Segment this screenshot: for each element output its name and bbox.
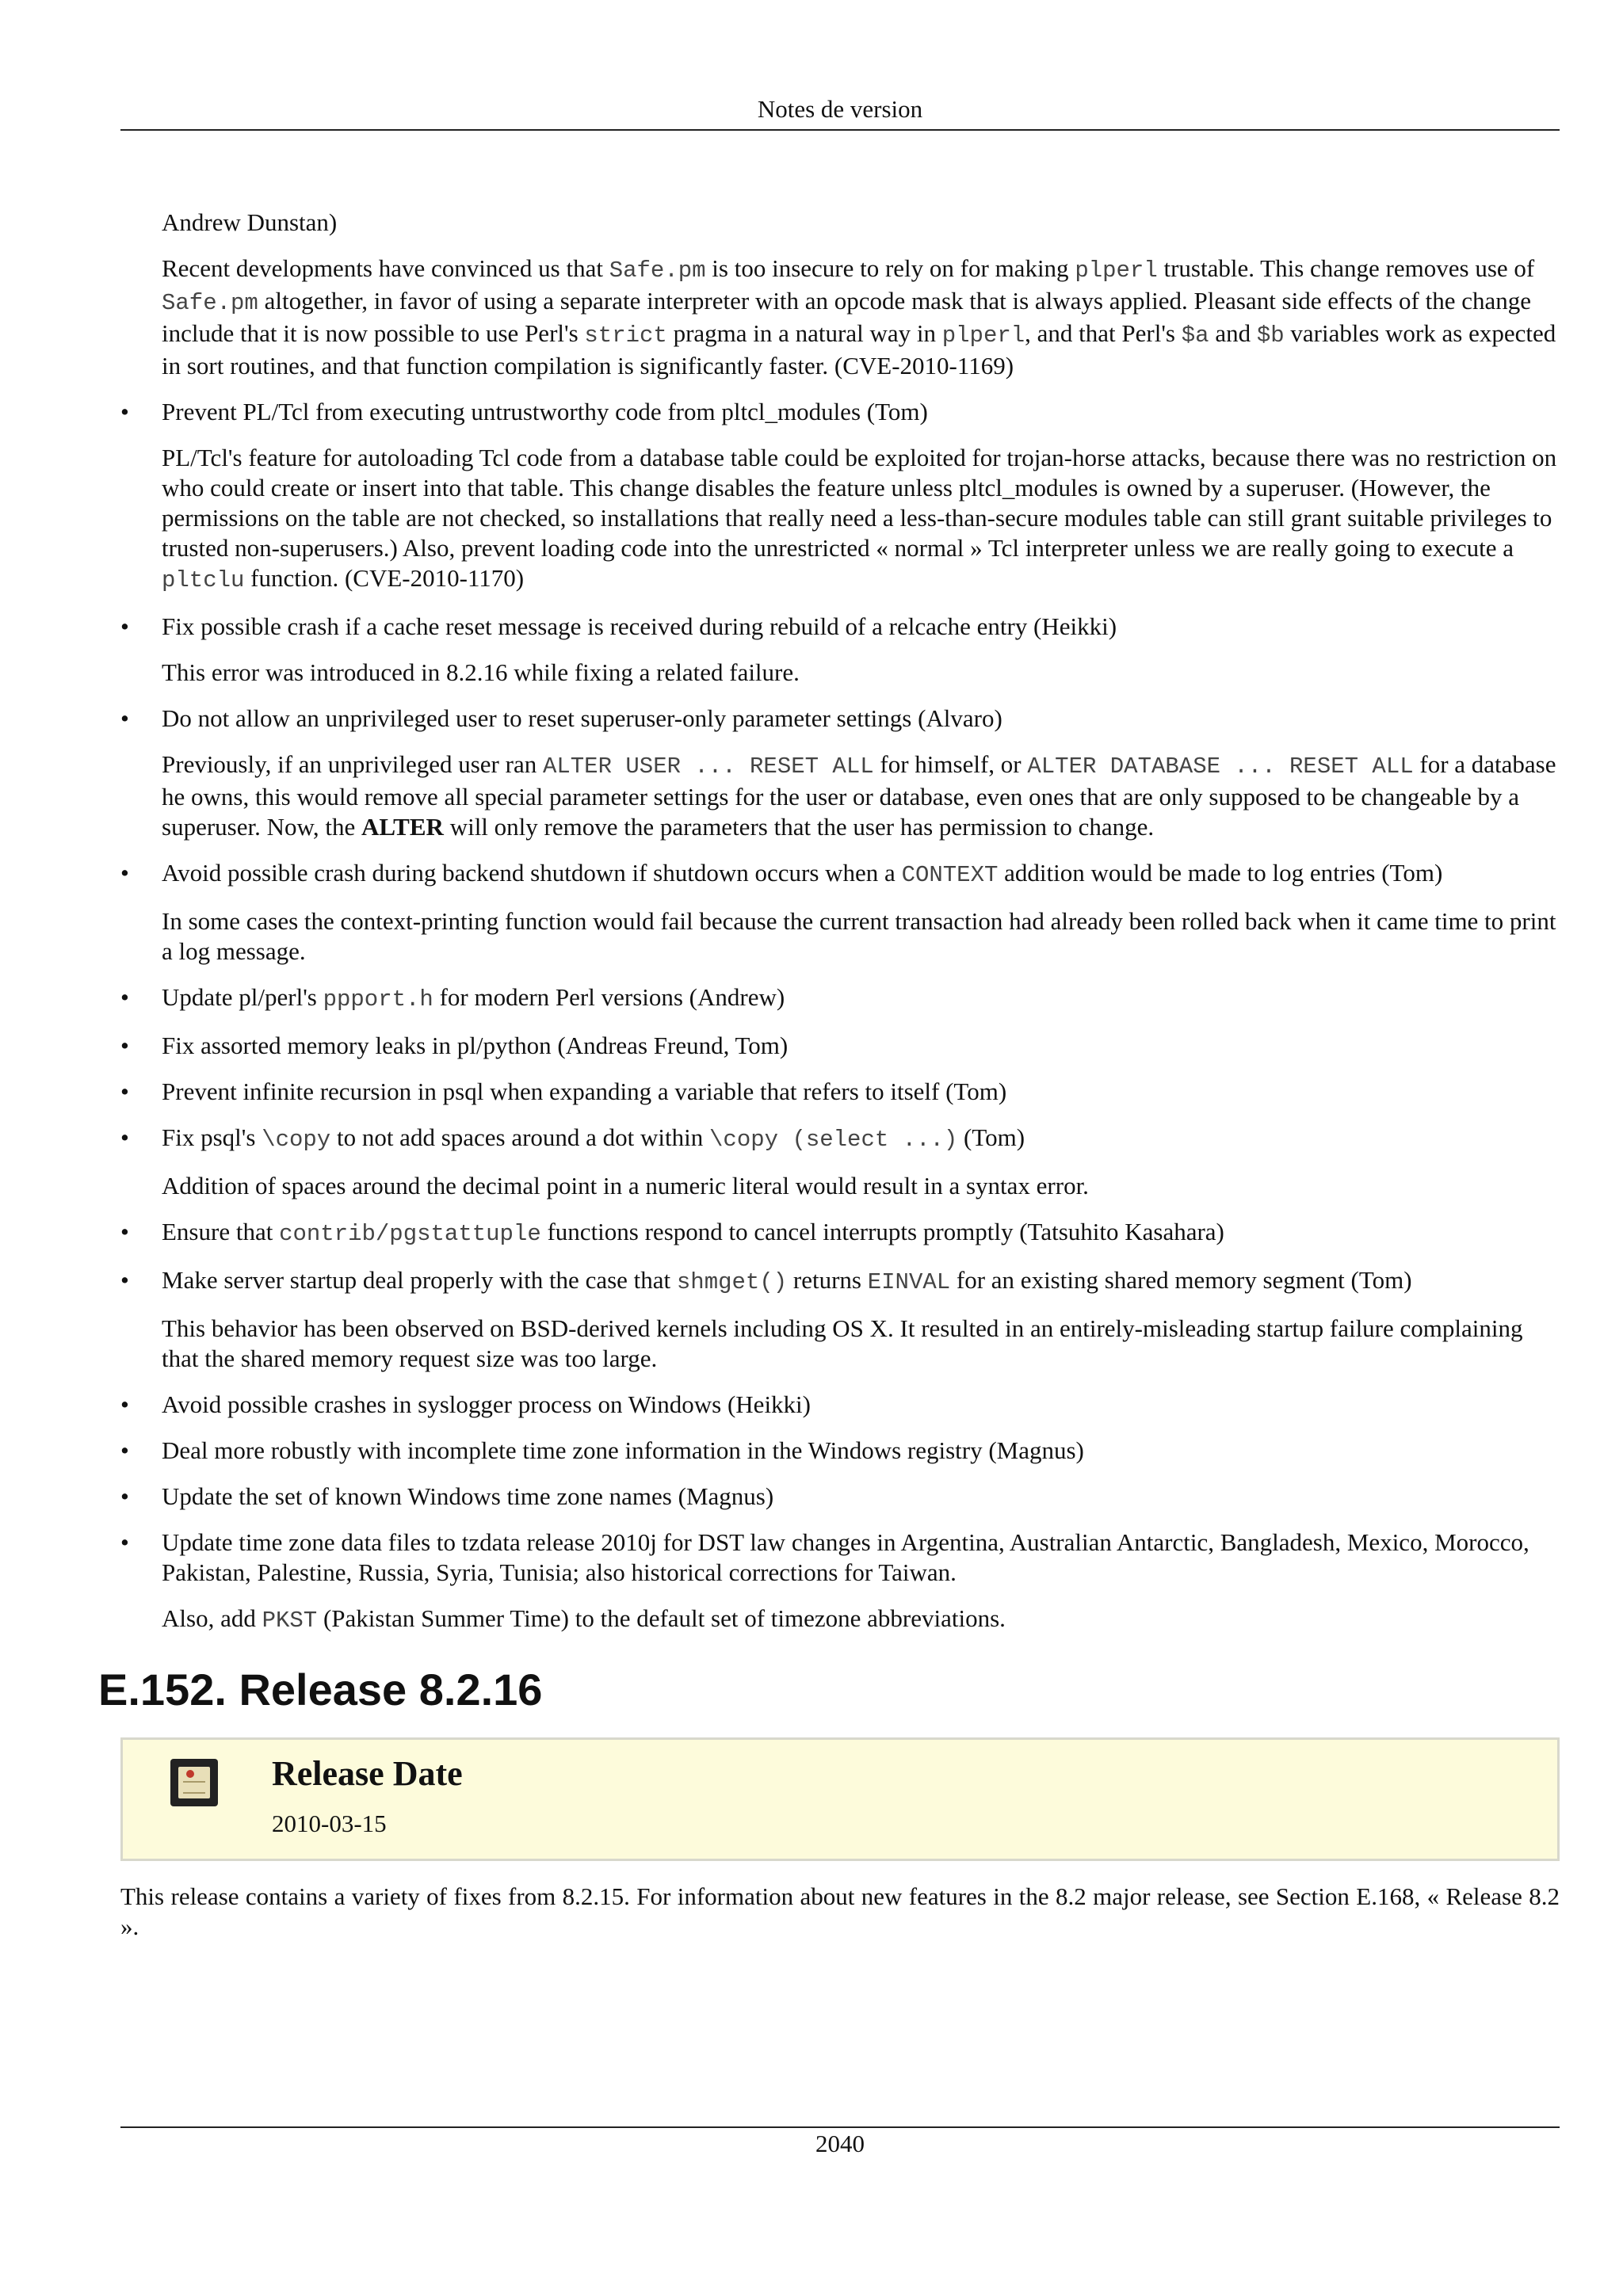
code-pgstattuple: contrib/pgstattuple — [279, 1221, 541, 1247]
text: for an existing shared memory segment (Tom) — [950, 1266, 1412, 1294]
section-heading: E.152. Release 8.2.16 — [98, 1665, 543, 1714]
list-item-tzdata — [120, 1527, 1560, 1636]
text: Recent developments have convinced us that — [162, 254, 609, 282]
item-title: Update time zone data files to tzdata release 2010j for DST law changes in Argentina, Australian Antarctic, Bangladesh, Mexico, Morocco, Pakistan, Palestine, Russia, Syria, Tunisia; also historical corrections for Taiwan. — [162, 1528, 1529, 1586]
code-pltclu: pltclu — [162, 567, 245, 593]
text: for himself, or — [873, 750, 1028, 778]
text: functions respond to cancel interrupts promptly (Tatsuhito Kasahara) — [540, 1218, 1224, 1245]
note-lines-shape — [183, 1781, 205, 1794]
list-item-pltcl — [120, 397, 1560, 596]
list-item-python — [120, 1031, 1560, 1061]
bullet: • — [120, 1482, 129, 1510]
bullet: • — [120, 1218, 129, 1245]
text: is too insecure to rely on for making — [705, 254, 1075, 282]
list-item-relcache — [120, 612, 1560, 688]
text: to not add spaces around a dot within — [330, 1123, 710, 1151]
text: (Pakistan Summer Time) to the default set of timezone abbreviations. — [317, 1604, 1006, 1632]
item-title — [162, 1123, 1560, 1155]
text: Also, add — [162, 1604, 262, 1632]
text: altogether, in favor of using a separate interpreter with an opcode mask that is always applied. Pleasant side effects of the change include that it is now possible to use Perl's — [162, 287, 1532, 347]
item-description — [162, 443, 1560, 596]
release-intro: This release contains a variety of fixes from 8.2.15. For information about new features in the 8.2 major release, see Section E.168, « Release 8.2 ». — [120, 1882, 1560, 1940]
bullet: • — [120, 1077, 129, 1105]
text: pragma in a natural way in — [666, 319, 942, 347]
text: variables work as expected in sort routines, and that function compilation is significantly faster. (CVE-2010-1169) — [162, 319, 1556, 379]
code-plperl: plperl — [1075, 257, 1158, 284]
list-item-syslogger — [120, 1390, 1560, 1420]
text: and — [1209, 319, 1257, 347]
item-description: Addition of spaces around the decimal point in a numeric literal would result in a syntax error. — [162, 1172, 1089, 1199]
page-number: 2040 — [815, 2130, 865, 2157]
page-content — [98, 208, 1560, 1942]
safe-pm-paragraph — [162, 254, 1560, 381]
code-einval: EINVAL — [867, 1269, 951, 1295]
list-item-tz-registry — [120, 1436, 1560, 1466]
text: (Tom) — [957, 1123, 1025, 1151]
text: will only remove the parameters that the user has permission to change. — [443, 813, 1155, 841]
bullet: • — [120, 1390, 129, 1418]
note-title: Release Date — [272, 1754, 463, 1793]
text: Update pl/perl's — [162, 983, 323, 1011]
item-description — [162, 749, 1560, 842]
code-pkst: PKST — [262, 1608, 318, 1634]
note-pin-shape — [186, 1770, 194, 1778]
bullet: • — [120, 1436, 129, 1464]
text: function. (CVE-2010-1170) — [244, 564, 525, 592]
code-shmget: shmget() — [676, 1269, 788, 1295]
code-safe-pm: Safe.pm — [609, 257, 706, 284]
text: Previously, if an unprivileged user ran — [162, 750, 543, 778]
code-alter-database: ALTER DATABASE ... RESET ALL — [1027, 753, 1414, 780]
text: for a database he owns, this would remove all special parameter settings for the user or database, even ones that are only supposed to be changeable by a superuser. Now, the — [162, 750, 1556, 841]
bullet: • — [120, 612, 129, 640]
code-strict: strict — [584, 322, 667, 349]
bullet: • — [120, 1528, 129, 1556]
text: Ensure that — [162, 1218, 280, 1245]
list-item-pgstattuple — [120, 1217, 1560, 1249]
item-title — [162, 1217, 1560, 1249]
code-var-a: $a — [1181, 322, 1209, 349]
item-description: This error was introduced in 8.2.16 while fixing a related failure. — [162, 658, 800, 686]
code-copy: \copy — [262, 1127, 331, 1153]
header-rule — [120, 129, 1560, 131]
item-description: In some cases the context-printing function would fail because the current transaction had already been rolled back when it came time to print a log message. — [162, 907, 1556, 965]
item-title: Avoid possible crashes in syslogger process on Windows (Heikki) — [162, 1390, 811, 1418]
item-title: Prevent infinite recursion in psql when expanding a variable that refers to itself (Tom) — [162, 1077, 1007, 1105]
text: trustable. This change removes use of — [1157, 254, 1535, 282]
list-item-shmget — [120, 1265, 1560, 1374]
item-description: This behavior has been observed on BSD-derived kernels including OS X. It resulted in an entirely-misleading startup failure complaining that the shared memory request size was too large. — [162, 1314, 1523, 1372]
bullet: • — [120, 859, 129, 887]
text: Make server startup deal properly with the case that — [162, 1266, 677, 1294]
continued-author: Andrew Dunstan) — [162, 208, 338, 236]
item-title — [162, 982, 1560, 1015]
item-title: Fix assorted memory leaks in pl/python (Andreas Freund, Tom) — [162, 1032, 789, 1059]
note-icon — [170, 1759, 218, 1806]
code-ppport: ppport.h — [323, 986, 433, 1013]
bullet: • — [120, 1032, 129, 1059]
bold-alter: ALTER — [361, 813, 444, 841]
list-item-reset — [120, 704, 1560, 842]
list-item-context — [120, 858, 1560, 967]
code-alter-user: ALTER USER ... RESET ALL — [542, 753, 874, 780]
bullet: • — [120, 983, 129, 1011]
list-item-ppport — [120, 982, 1560, 1015]
text: returns — [787, 1266, 868, 1294]
item-title: Fix possible crash if a cache reset message is received during rebuild of a relcache entry (Heikki) — [162, 612, 1117, 640]
code-var-b: $b — [1256, 322, 1285, 349]
list-item-copy — [120, 1123, 1560, 1201]
text: addition would be made to log entries (Tom) — [998, 859, 1443, 887]
code-plperl: plperl — [941, 322, 1025, 349]
code-context: CONTEXT — [901, 862, 999, 888]
list-item-psql-recursion — [120, 1077, 1560, 1107]
item-title: Update the set of known Windows time zone names (Magnus) — [162, 1482, 774, 1510]
item-title: Do not allow an unprivileged user to reset superuser-only parameter settings (Alvaro) — [162, 704, 1002, 732]
text: Avoid possible crash during backend shutdown if shutdown occurs when a — [162, 859, 902, 887]
release-date-note — [120, 1737, 1560, 1861]
item-title: Prevent PL/Tcl from executing untrustworthy code from pltcl_modules (Tom) — [162, 398, 928, 425]
list-item-tz-names — [120, 1482, 1560, 1512]
code-safe-pm: Safe.pm — [162, 290, 258, 316]
bullet: • — [120, 398, 129, 425]
text: , and that Perl's — [1025, 319, 1182, 347]
text: PL/Tcl's feature for autoloading Tcl code from a database table could be exploited for trojan-horse attacks, because there was no restriction on who could create or insert into that table. This change disables the feature unless pltcl_modules is owned by a superuser. (However, the permissions on the table are not checked, so installations that really need a less-than-secure modules table can still grant suitable privileges to trusted non-superusers.) Also, prevent loading code into the unrestricted « normal » Tcl interpreter unless we are really going to execute a — [162, 444, 1557, 562]
code-copy-select: \copy (select ...) — [709, 1127, 958, 1153]
text: Fix psql's — [162, 1123, 262, 1151]
bullet: • — [120, 704, 129, 732]
running-header: Notes de version — [757, 95, 923, 123]
text: for modern Perl versions (Andrew) — [433, 983, 785, 1011]
bullet: • — [120, 1266, 129, 1294]
item-description — [162, 1604, 1560, 1636]
item-title — [162, 858, 1560, 891]
bullet: • — [120, 1123, 129, 1151]
item-title — [162, 1265, 1560, 1298]
release-date: 2010-03-15 — [272, 1810, 387, 1837]
item-title: Deal more robustly with incomplete time zone information in the Windows registry (Magnus) — [162, 1436, 1084, 1464]
